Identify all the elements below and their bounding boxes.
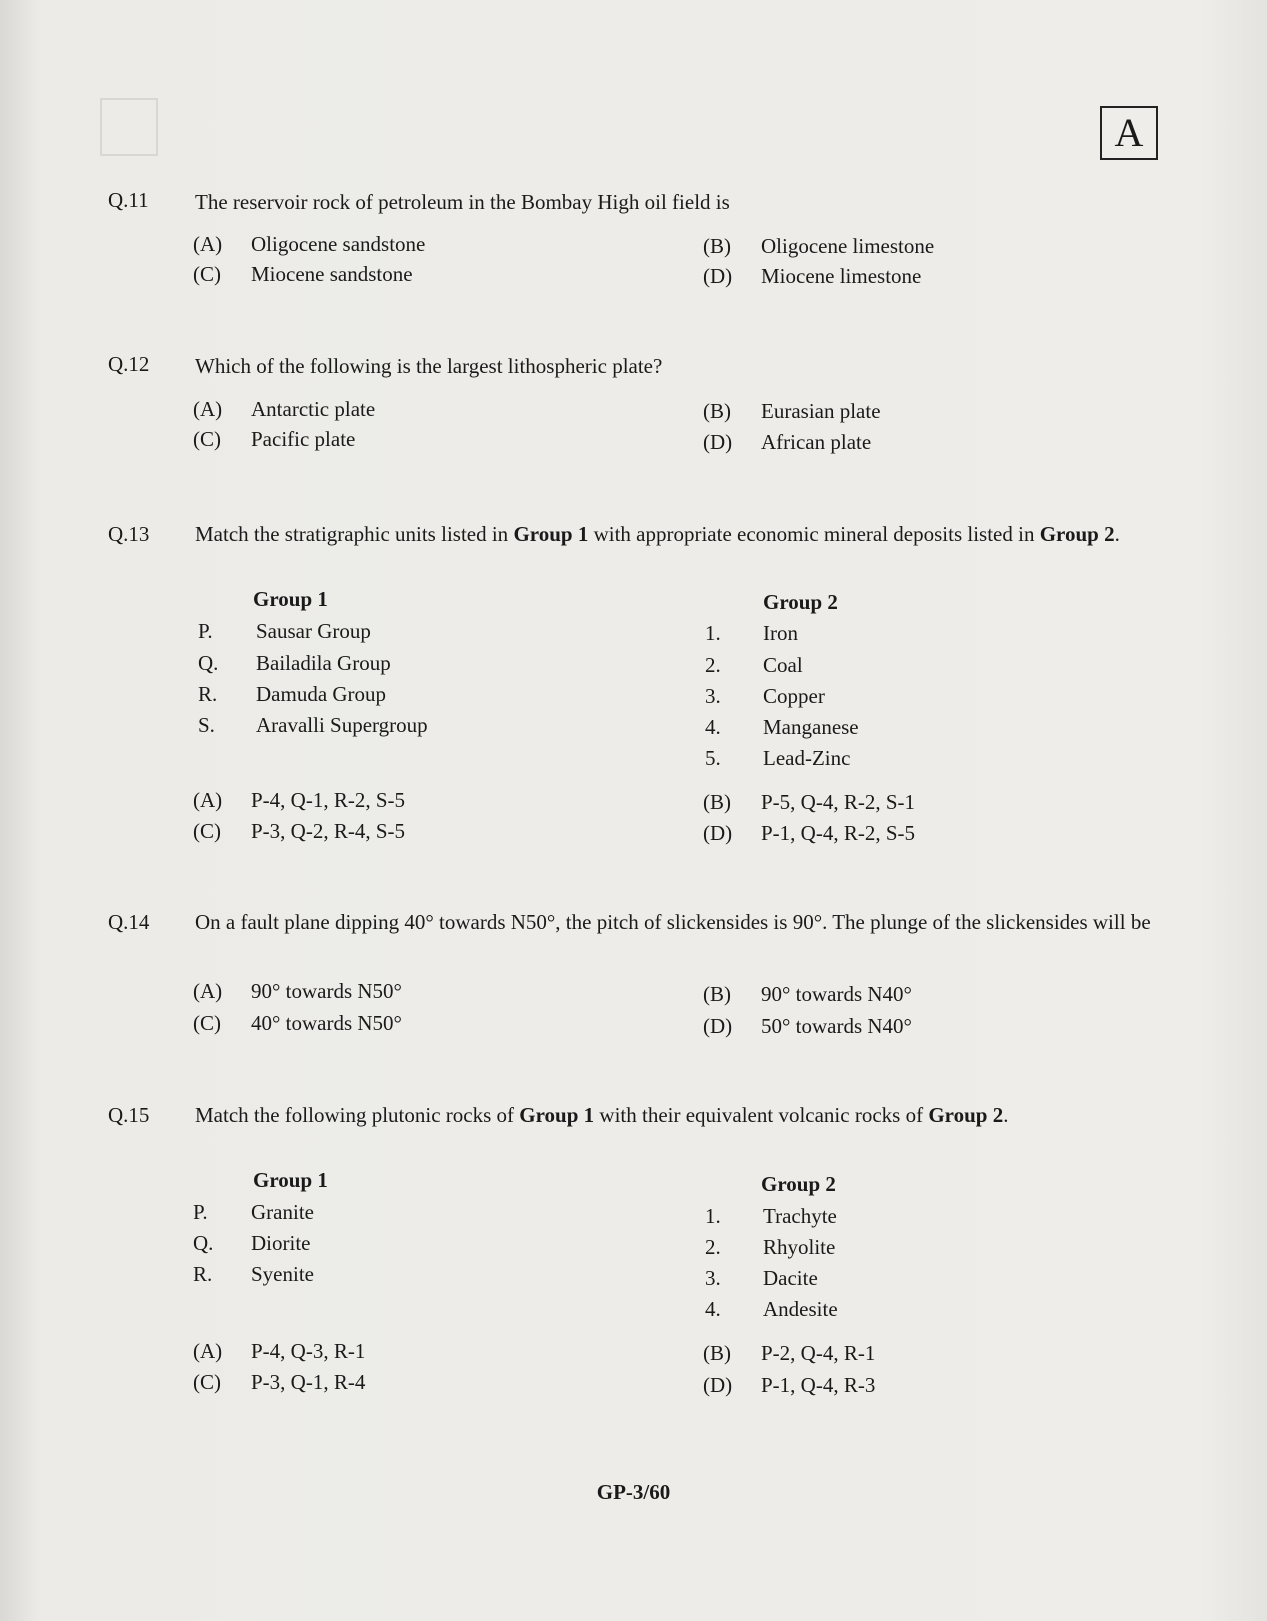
option-text: P-1, Q-4, R-2, S-5 xyxy=(761,821,916,845)
option-text: Eurasian plate xyxy=(761,399,881,423)
option-c[interactable] xyxy=(193,1011,402,1036)
page-footer: GP-3/60 xyxy=(596,1480,671,1504)
option-text: 90° towards N50° xyxy=(251,979,402,1003)
option-text: Antarctic plate xyxy=(251,397,376,421)
option-c[interactable] xyxy=(193,262,413,287)
option-c[interactable] xyxy=(193,1370,365,1395)
question-number: Q.15 xyxy=(108,1103,150,1127)
option-c[interactable] xyxy=(193,819,405,844)
option-text: Pacific plate xyxy=(251,427,356,451)
option-label: (C) xyxy=(193,262,221,286)
group2-item: 2. Rhyolite xyxy=(705,1235,836,1259)
option-a[interactable] xyxy=(193,397,375,422)
option-text: P-4, Q-3, R-1 xyxy=(251,1339,366,1363)
question-text: Match the following plutonic rocks of Group 1 with their equivalent volcanic rocks of Group 2. xyxy=(195,1103,1009,1127)
option-c[interactable] xyxy=(193,427,355,452)
option-text: P-5, Q-4, R-2, S-1 xyxy=(761,790,916,814)
option-b[interactable] xyxy=(703,982,912,1007)
option-text: Oligocene limestone xyxy=(761,234,935,258)
question-text: Which of the following is the largest lithospheric plate? xyxy=(195,354,663,378)
option-text: Oligocene sandstone xyxy=(251,232,426,256)
option-text: P-4, Q-1, R-2, S-5 xyxy=(251,788,406,812)
option-label: (B) xyxy=(703,1341,731,1365)
option-label: (A) xyxy=(193,397,223,421)
option-label: (B) xyxy=(703,234,731,258)
option-d[interactable] xyxy=(703,821,915,846)
group1-heading: Group 1 xyxy=(253,587,328,611)
option-b[interactable] xyxy=(703,234,934,259)
question-text: On a fault plane dipping 40° towards N50°, the pitch of slickensides is 90°. The plunge of the slickensides will be xyxy=(195,910,1151,934)
option-text: P-2, Q-4, R-1 xyxy=(761,1341,876,1365)
option-d[interactable] xyxy=(703,264,921,289)
question-text: The reservoir rock of petroleum in the Bombay High oil field is xyxy=(195,190,730,214)
option-a[interactable] xyxy=(193,788,405,813)
option-text: Miocene sandstone xyxy=(251,262,413,286)
group1-item: Q. Bailadila Group xyxy=(198,651,391,675)
question-number: Q.14 xyxy=(108,910,150,934)
option-label: (C) xyxy=(193,427,221,451)
faint-set-box-watermark xyxy=(100,98,158,156)
option-text: African plate xyxy=(761,430,872,454)
option-label: (A) xyxy=(193,232,223,256)
option-label: (D) xyxy=(703,264,733,288)
option-label: (C) xyxy=(193,1011,221,1035)
group1-heading: Group 1 xyxy=(253,1168,328,1192)
option-b[interactable] xyxy=(703,399,881,424)
option-text: P-1, Q-4, R-3 xyxy=(761,1373,876,1397)
option-label: (D) xyxy=(703,1014,733,1038)
option-text: 40° towards N50° xyxy=(251,1011,402,1035)
option-label: (A) xyxy=(193,1339,223,1363)
option-d[interactable] xyxy=(703,1014,912,1039)
option-label: (A) xyxy=(193,979,223,1003)
option-text: 90° towards N40° xyxy=(761,982,912,1006)
group2-heading: Group 2 xyxy=(761,1172,836,1196)
group2-item: 1. Trachyte xyxy=(705,1204,837,1228)
question-number: Q.12 xyxy=(108,352,150,376)
option-label: (B) xyxy=(703,982,731,1006)
option-label: (A) xyxy=(193,788,223,812)
option-label: (B) xyxy=(703,790,731,814)
group2-item: 5. Lead-Zinc xyxy=(705,746,851,770)
group2-item: 3. Copper xyxy=(705,684,825,708)
option-a[interactable] xyxy=(193,232,425,257)
question-text: Match the stratigraphic units listed in Group 1 with appropriate economic mineral deposits listed in Group 2. xyxy=(195,522,1120,546)
group2-heading: Group 2 xyxy=(763,590,838,614)
option-d[interactable] xyxy=(703,1373,875,1398)
option-d[interactable] xyxy=(703,430,871,455)
group1-item: R. Damuda Group xyxy=(198,682,387,706)
option-label: (C) xyxy=(193,1370,221,1394)
group1-item: P. Sausar Group xyxy=(198,619,371,643)
group2-item: 3. Dacite xyxy=(705,1266,818,1290)
option-a[interactable] xyxy=(193,1339,365,1364)
option-text: 50° towards N40° xyxy=(761,1014,912,1038)
option-a[interactable] xyxy=(193,979,402,1004)
group1-item: P. Granite xyxy=(193,1200,314,1224)
option-label: (D) xyxy=(703,430,733,454)
option-label: (B) xyxy=(703,399,731,423)
option-text: Miocene limestone xyxy=(761,264,922,288)
group1-item: S. Aravalli Supergroup xyxy=(198,713,428,737)
option-label: (D) xyxy=(703,821,733,845)
option-label: (D) xyxy=(703,1373,733,1397)
option-b[interactable] xyxy=(703,790,915,815)
group2-item: 2. Coal xyxy=(705,653,803,677)
group2-item: 4. Manganese xyxy=(705,715,859,739)
option-text: P-3, Q-1, R-4 xyxy=(251,1370,366,1394)
option-label: (C) xyxy=(193,819,221,843)
question-number: Q.13 xyxy=(108,522,150,546)
group1-item: Q. Diorite xyxy=(193,1231,311,1255)
group2-item: 1. Iron xyxy=(705,621,798,645)
option-b[interactable] xyxy=(703,1341,875,1366)
set-code-box: A xyxy=(1100,106,1158,160)
group2-item: 4. Andesite xyxy=(705,1297,838,1321)
group1-item: R. Syenite xyxy=(193,1262,314,1286)
question-number: Q.11 xyxy=(108,188,149,212)
option-text: P-3, Q-2, R-4, S-5 xyxy=(251,819,406,843)
